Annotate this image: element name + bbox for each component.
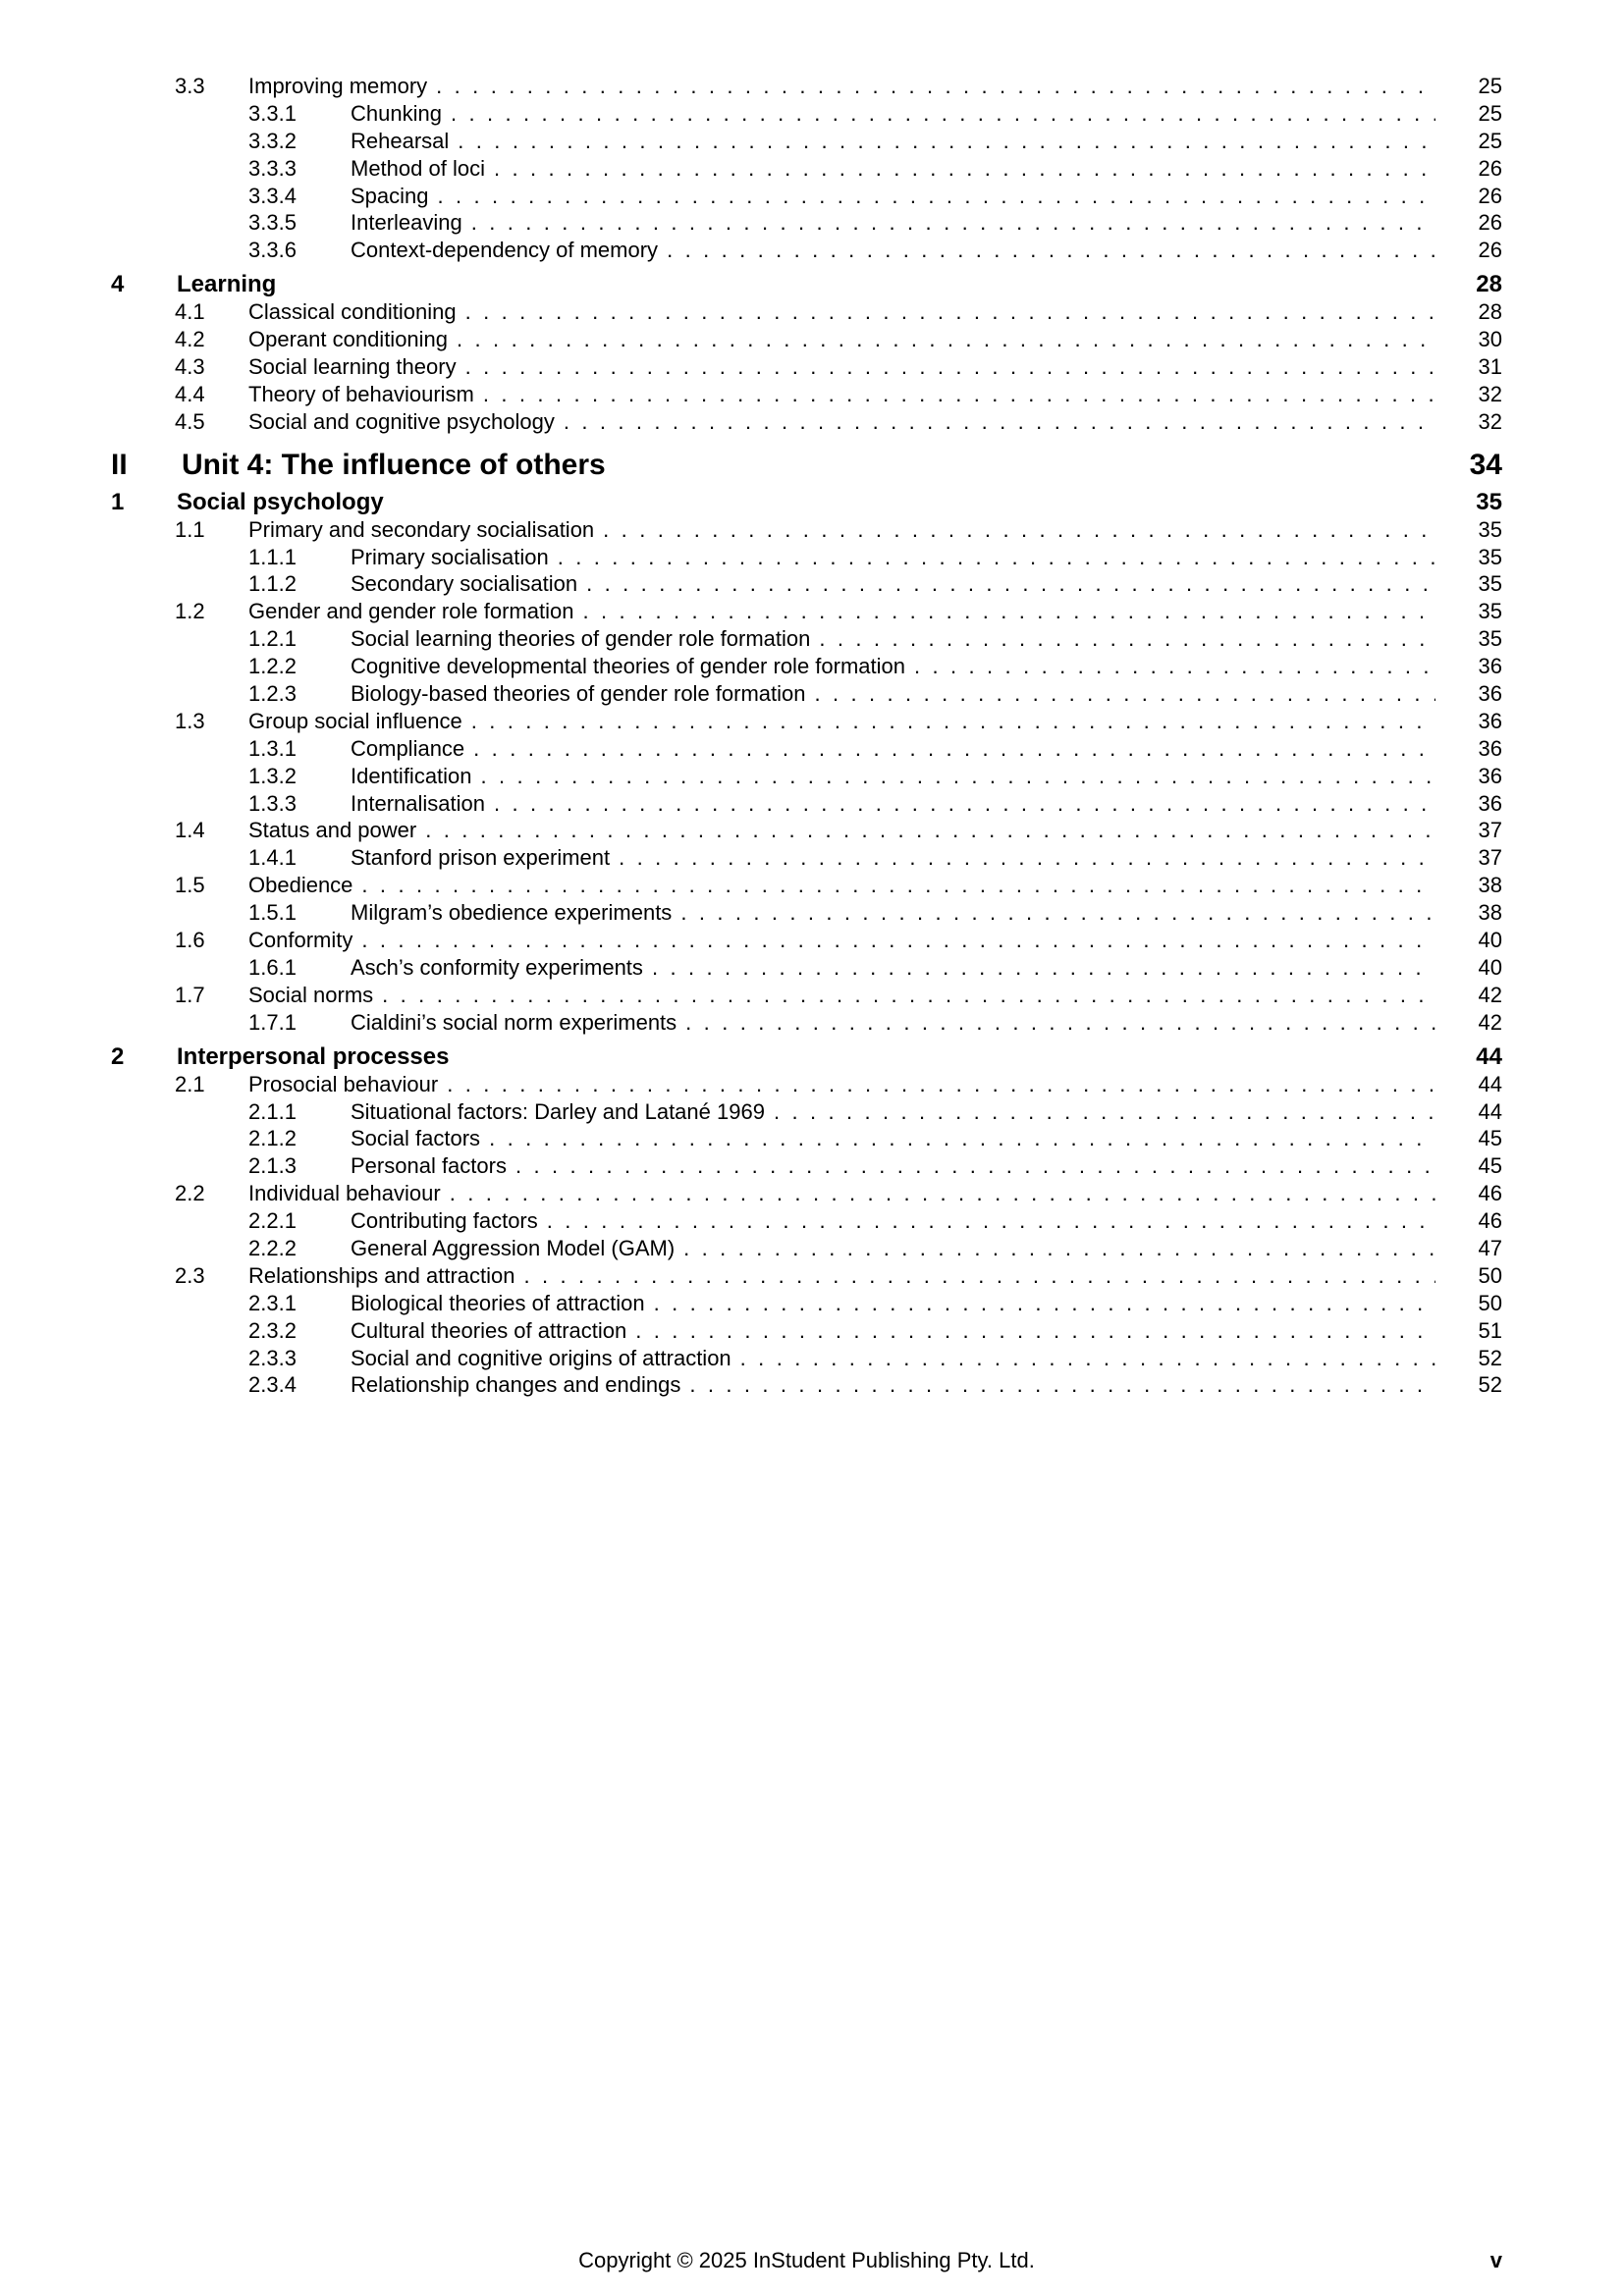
- toc-entry-number: 4.3: [175, 354, 205, 380]
- toc-entry: [111, 763, 1502, 790]
- toc-entry-title: Conformity: [248, 928, 353, 953]
- toc-entry-title: Relationship changes and endings: [351, 1372, 681, 1398]
- toc-entry-page: 44: [1476, 1042, 1502, 1070]
- toc-entry: [111, 653, 1502, 680]
- toc-entry-title: Stanford prison experiment: [351, 845, 611, 871]
- toc-entry-page: 46: [1478, 1208, 1502, 1234]
- toc-entry-number: II: [111, 448, 128, 481]
- dot-leader: [471, 209, 1435, 237]
- dot-leader: [483, 381, 1435, 408]
- toc-entry-title: Social learning theories of gender role formation: [351, 626, 811, 652]
- toc-entry-page: 28: [1476, 271, 1502, 298]
- toc-entry-page: 36: [1478, 735, 1502, 761]
- toc-entry-page: 44: [1478, 1098, 1502, 1124]
- toc-entry-page: 34: [1469, 448, 1502, 481]
- toc-entry-page: 36: [1478, 654, 1502, 679]
- toc-entry-number: 1.1.2: [248, 571, 297, 597]
- dot-leader: [465, 298, 1435, 326]
- toc-entry-title: Obedience: [248, 873, 353, 898]
- toc-entry-page: 38: [1478, 900, 1502, 926]
- toc-entry: [111, 844, 1502, 872]
- toc-entry-number: 3.3: [175, 74, 205, 98]
- toc-entry-number: 1.2.2: [248, 654, 297, 679]
- toc-entry-title: Internalisation: [351, 790, 485, 816]
- toc-entry-number: 4.1: [175, 299, 205, 325]
- dot-leader: [685, 1009, 1435, 1037]
- toc-entry: [111, 735, 1502, 763]
- toc-entry-title: Milgram’s obedience experiments: [351, 900, 673, 926]
- toc-entry-number: 3.3.3: [248, 155, 297, 181]
- toc-entry: [111, 1152, 1502, 1180]
- toc-entry: [111, 544, 1502, 571]
- toc-entry-title: Biological theories of attraction: [351, 1290, 645, 1315]
- dot-leader: [740, 1345, 1435, 1372]
- toc-entry: [111, 817, 1502, 844]
- dot-leader: [471, 708, 1435, 735]
- dot-leader: [473, 735, 1435, 763]
- toc-entry: [111, 155, 1502, 183]
- toc-entry: [111, 183, 1502, 210]
- toc-entry-number: 2.2: [175, 1181, 205, 1206]
- toc-entry-title: Primary socialisation: [351, 544, 549, 569]
- toc-entry-page: 35: [1478, 516, 1502, 542]
- toc-entry-title: Gender and gender role formation: [248, 599, 574, 624]
- toc-entry-number: 1.1: [175, 516, 205, 542]
- toc-entry: [111, 1207, 1502, 1235]
- toc-entry-page: 26: [1478, 238, 1502, 263]
- toc-entry-number: 3.3.6: [248, 238, 297, 263]
- toc-entry: [111, 982, 1502, 1009]
- toc-entry: [111, 1071, 1502, 1098]
- toc-entry-page: 31: [1478, 354, 1502, 380]
- toc-entry-title: Method of loci: [351, 155, 485, 181]
- table-of-contents: [111, 73, 1502, 1399]
- toc-entry: [111, 790, 1502, 818]
- toc-entry-number: 4.4: [175, 381, 205, 406]
- toc-entry-page: 45: [1478, 1126, 1502, 1151]
- toc-entry-title: Prosocial behaviour: [248, 1071, 439, 1096]
- toc-entry-number: 2: [111, 1042, 125, 1070]
- toc-entry: [111, 1317, 1502, 1345]
- dot-leader: [558, 544, 1435, 571]
- dot-leader: [619, 844, 1435, 872]
- toc-entry-title: Secondary socialisation: [351, 571, 578, 597]
- toc-entry-title: Biology-based theories of gender role formation: [351, 681, 806, 707]
- dot-leader: [458, 128, 1435, 155]
- toc-entry-number: 3.3.4: [248, 183, 297, 208]
- dot-leader: [819, 625, 1435, 653]
- dot-leader: [635, 1317, 1435, 1345]
- dot-leader: [465, 353, 1435, 381]
- dot-leader: [451, 100, 1435, 128]
- toc-entry-page: 36: [1478, 763, 1502, 788]
- toc-entry: [111, 128, 1502, 155]
- toc-entry-title: Chunking: [351, 100, 442, 126]
- toc-entry-title: Interleaving: [351, 210, 462, 236]
- toc-entry: [111, 488, 1502, 516]
- toc-entry-title: Social factors: [351, 1126, 481, 1151]
- toc-entry-number: 2.2.2: [248, 1235, 297, 1260]
- dot-leader: [447, 1071, 1435, 1098]
- toc-entry-number: 1.5: [175, 873, 205, 898]
- dot-leader: [582, 598, 1435, 625]
- toc-entry-number: 2.1.2: [248, 1126, 297, 1151]
- toc-entry: [111, 516, 1502, 544]
- toc-entry-title: Primary and secondary socialisation: [248, 516, 595, 542]
- toc-entry-title: Compliance: [351, 735, 465, 761]
- toc-entry: [111, 1098, 1502, 1126]
- toc-entry-page: 35: [1478, 544, 1502, 569]
- toc-entry-title: Interpersonal processes: [177, 1042, 450, 1070]
- page-footer: [111, 2247, 1502, 2274]
- toc-entry-number: 4.2: [175, 327, 205, 352]
- toc-entry: [111, 927, 1502, 954]
- toc-entry-page: 42: [1478, 982, 1502, 1007]
- toc-entry-page: 50: [1478, 1290, 1502, 1315]
- toc-entry-title: Classical conditioning: [248, 299, 457, 325]
- toc-entry-page: 50: [1478, 1262, 1502, 1288]
- toc-entry-page: 26: [1478, 183, 1502, 208]
- dot-leader: [524, 1262, 1436, 1290]
- toc-entry: [111, 447, 1502, 484]
- toc-entry-number: 4.5: [175, 408, 205, 434]
- toc-entry-page: 36: [1478, 708, 1502, 733]
- toc-entry: [111, 408, 1502, 436]
- toc-entry-title: Asch’s conformity experiments: [351, 954, 643, 980]
- toc-entry-number: 1.2: [175, 599, 205, 624]
- toc-entry-page: 51: [1478, 1317, 1502, 1343]
- dot-leader: [652, 954, 1435, 982]
- toc-entry: [111, 1042, 1502, 1071]
- toc-entry-number: 1: [111, 488, 125, 515]
- toc-entry-title: Cognitive developmental theories of gender role formation: [351, 654, 905, 679]
- toc-entry-number: 2.1.3: [248, 1153, 297, 1179]
- toc-entry-page: 35: [1476, 488, 1502, 515]
- toc-entry: [111, 326, 1502, 353]
- toc-entry-page: 35: [1478, 571, 1502, 597]
- toc-entry-number: 1.4: [175, 818, 205, 843]
- dot-leader: [680, 899, 1435, 927]
- toc-entry-title: Learning: [177, 271, 277, 298]
- toc-entry: [111, 237, 1502, 264]
- toc-entry: [111, 381, 1502, 408]
- toc-entry-title: Personal factors: [351, 1153, 507, 1179]
- toc-entry-page: 26: [1478, 210, 1502, 236]
- toc-entry-page: 28: [1478, 299, 1502, 325]
- toc-entry-number: 2.3.4: [248, 1372, 297, 1398]
- toc-entry: [111, 708, 1502, 735]
- toc-entry: [111, 1345, 1502, 1372]
- dot-leader: [547, 1207, 1435, 1235]
- toc-entry-number: 2.3.2: [248, 1317, 297, 1343]
- toc-entry: [111, 353, 1502, 381]
- toc-entry: [111, 1235, 1502, 1262]
- toc-entry-title: Context-dependency of memory: [351, 238, 659, 263]
- toc-entry-page: 38: [1478, 873, 1502, 898]
- toc-entry: [111, 570, 1502, 598]
- toc-entry-page: 52: [1478, 1372, 1502, 1398]
- dot-leader: [425, 817, 1435, 844]
- toc-entry-number: 2.3: [175, 1262, 205, 1288]
- dot-leader: [457, 326, 1435, 353]
- toc-entry-number: 1.6.1: [248, 954, 297, 980]
- toc-entry-title: Unit 4: The influence of others: [182, 448, 606, 481]
- toc-entry-number: 1.2.3: [248, 681, 297, 707]
- dot-leader: [774, 1098, 1435, 1126]
- toc-entry-number: 1.7: [175, 982, 205, 1007]
- toc-entry-number: 2.1: [175, 1071, 205, 1096]
- toc-entry-page: 44: [1478, 1071, 1502, 1096]
- toc-entry: [111, 680, 1502, 708]
- toc-entry-page: 40: [1478, 928, 1502, 953]
- toc-entry-title: Improving memory: [248, 74, 428, 98]
- dot-leader: [689, 1371, 1435, 1399]
- toc-entry: [111, 1262, 1502, 1290]
- dot-leader: [489, 1125, 1435, 1152]
- dot-leader: [815, 680, 1436, 708]
- toc-entry-page: 45: [1478, 1153, 1502, 1179]
- toc-entry-page: 36: [1478, 790, 1502, 816]
- toc-entry: [111, 1125, 1502, 1152]
- dot-leader: [382, 982, 1435, 1009]
- toc-entry-title: Situational factors: Darley and Latané 1969: [351, 1098, 765, 1124]
- toc-entry-title: Social and cognitive psychology: [248, 408, 555, 434]
- dot-leader: [564, 408, 1435, 436]
- toc-entry-number: 4: [111, 271, 125, 298]
- toc-entry-page: 47: [1478, 1235, 1502, 1260]
- toc-entry-title: Spacing: [351, 183, 429, 208]
- toc-entry-page: 26: [1478, 155, 1502, 181]
- toc-entry-number: 2.2.1: [248, 1208, 297, 1234]
- toc-entry-number: 1.7.1: [248, 1009, 297, 1035]
- toc-entry-title: Social psychology: [177, 488, 384, 515]
- toc-entry-page: 35: [1478, 626, 1502, 652]
- toc-entry-title: Status and power: [248, 818, 417, 843]
- toc-entry-title: Social norms: [248, 982, 374, 1007]
- toc-entry-title: Cultural theories of attraction: [351, 1317, 627, 1343]
- toc-entry-page: 37: [1478, 818, 1502, 843]
- toc-entry: [111, 209, 1502, 237]
- dot-leader: [603, 516, 1435, 544]
- dot-leader: [586, 570, 1435, 598]
- dot-leader: [494, 155, 1435, 183]
- toc-entry-title: Operant conditioning: [248, 327, 449, 352]
- toc-entry: [111, 270, 1502, 298]
- toc-entry-number: 3.3.1: [248, 100, 297, 126]
- dot-leader: [436, 73, 1435, 100]
- toc-entry-number: 3.3.2: [248, 128, 297, 153]
- toc-entry: [111, 954, 1502, 982]
- toc-entry-title: Theory of behaviourism: [248, 381, 474, 406]
- toc-entry: [111, 899, 1502, 927]
- dot-leader: [361, 872, 1435, 899]
- toc-entry-page: 46: [1478, 1181, 1502, 1206]
- toc-entry-title: General Aggression Model (GAM): [351, 1235, 676, 1260]
- toc-entry-number: 1.4.1: [248, 845, 297, 871]
- toc-entry: [111, 625, 1502, 653]
- toc-entry-number: 1.3.2: [248, 763, 297, 788]
- toc-entry-title: Social learning theory: [248, 354, 457, 380]
- toc-entry-title: Relationships and attraction: [248, 1262, 515, 1288]
- toc-entry-title: Identification: [351, 763, 472, 788]
- toc-entry-number: 1.3.3: [248, 790, 297, 816]
- toc-entry-number: 1.6: [175, 928, 205, 953]
- dot-leader: [914, 653, 1435, 680]
- toc-entry-page: 32: [1478, 408, 1502, 434]
- dot-leader: [481, 763, 1435, 790]
- toc-entry-page: 25: [1478, 128, 1502, 153]
- toc-entry-page: 40: [1478, 954, 1502, 980]
- toc-entry-number: 1.2.1: [248, 626, 297, 652]
- dot-leader: [683, 1235, 1435, 1262]
- toc-entry-title: Group social influence: [248, 708, 462, 733]
- toc-entry: [111, 1180, 1502, 1207]
- toc-entry: [111, 1371, 1502, 1399]
- toc-entry-page: 42: [1478, 1009, 1502, 1035]
- toc-entry-page: 52: [1478, 1345, 1502, 1370]
- copyright-text: Copyright © 2025 InStudent Publishing Pty. Ltd.: [578, 2248, 1035, 2272]
- toc-entry: [111, 1290, 1502, 1317]
- dot-leader: [667, 237, 1435, 264]
- dot-leader: [654, 1290, 1435, 1317]
- toc-entry: [111, 598, 1502, 625]
- toc-entry-title: Cialdini’s social norm experiments: [351, 1009, 677, 1035]
- toc-entry: [111, 872, 1502, 899]
- toc-entry-number: 2.3.3: [248, 1345, 297, 1370]
- toc-entry-page: 36: [1478, 681, 1502, 707]
- toc-entry-page: 35: [1478, 599, 1502, 624]
- toc-entry-number: 3.3.5: [248, 210, 297, 236]
- page-number: v: [1489, 2248, 1502, 2272]
- dot-leader: [515, 1152, 1435, 1180]
- toc-entry-title: Social and cognitive origins of attraction: [351, 1345, 731, 1370]
- toc-entry: [111, 100, 1502, 128]
- toc-entry: [111, 298, 1502, 326]
- toc-entry-page: 32: [1478, 381, 1502, 406]
- toc-entry-title: Individual behaviour: [248, 1181, 441, 1206]
- toc-entry-page: 25: [1478, 74, 1502, 98]
- toc-entry: [111, 73, 1502, 100]
- toc-entry: [111, 1009, 1502, 1037]
- toc-entry-number: 1.3: [175, 708, 205, 733]
- toc-entry-number: 1.5.1: [248, 900, 297, 926]
- dot-leader: [450, 1180, 1435, 1207]
- toc-entry-number: 2.1.1: [248, 1098, 297, 1124]
- toc-entry-page: 30: [1478, 327, 1502, 352]
- toc-entry-title: Rehearsal: [351, 128, 450, 153]
- toc-entry-number: 1.1.1: [248, 544, 297, 569]
- toc-entry-number: 1.3.1: [248, 735, 297, 761]
- toc-entry-page: 37: [1478, 845, 1502, 871]
- dot-leader: [494, 790, 1435, 818]
- dot-leader: [438, 183, 1435, 210]
- dot-leader: [361, 927, 1435, 954]
- toc-entry-number: 2.3.1: [248, 1290, 297, 1315]
- toc-entry-page: 25: [1478, 100, 1502, 126]
- toc-entry-title: Contributing factors: [351, 1208, 538, 1234]
